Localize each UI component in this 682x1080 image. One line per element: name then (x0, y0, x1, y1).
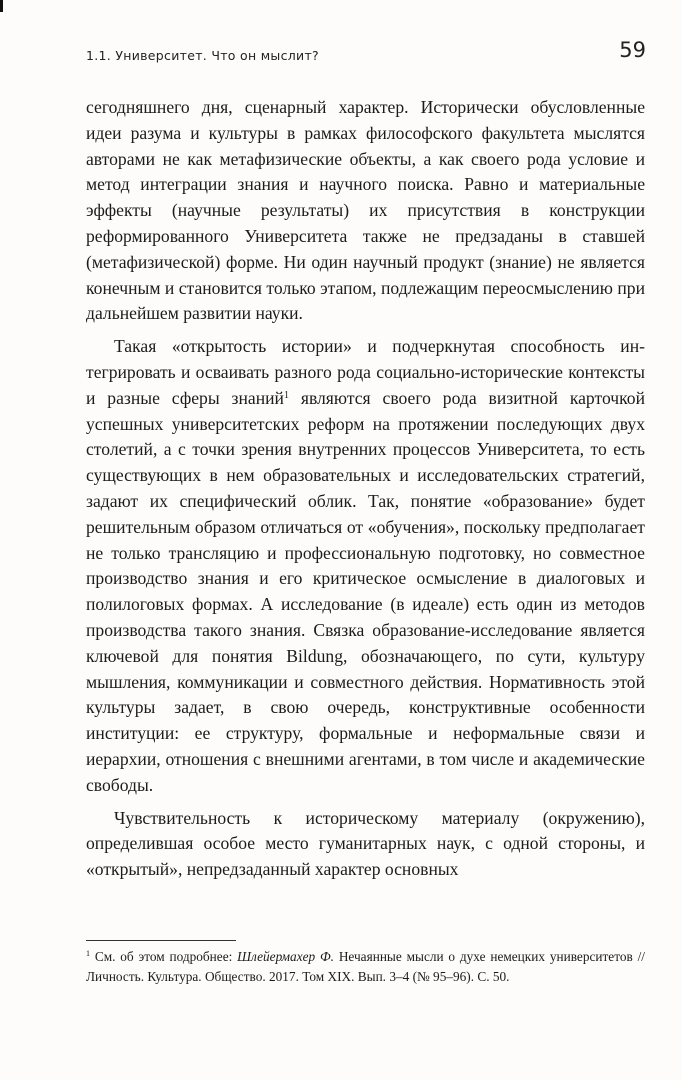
footnote-author: Шлейермахер Ф. (237, 949, 334, 964)
running-head-title: 1.1. Университет. Что он мыслит? (86, 48, 319, 63)
body-text (86, 95, 645, 890)
paragraph-text: Такая «открытость истории» и подчеркнутая способность интегрировать и осваивать разного рода социально-исторические контексты и разные сферы знаний (86, 336, 645, 408)
footnote-separator (86, 940, 236, 941)
footnote-text: См. об этом подробнее: (90, 949, 238, 964)
crop-mark (0, 0, 3, 12)
footnote-reference: 1 (283, 389, 289, 401)
running-head (86, 34, 646, 74)
footnote-number: 1 (86, 949, 90, 958)
paragraph: Чувствительность к историческому материалу (окружению), определившая особое место гуманитарных наук, с одной стороны, и «открытый», непредзаданный характер основных (86, 807, 645, 880)
paragraph: сегодняшнего дня, сценарный характер. Исторически обусловленные идеи разума и культуры в рамках философского факультета мыслятся авторами не как метафизические объекты, а как своего рода условие и метод интеграции знания и научного поиска. Равно и материальные эффекты (научные результаты) их присутствия в конструкции реформированного Университета также не предзаданы в ставшей (метафизической) форме. Ни один научный продукт (знание) не является конечным и становится только этапом, подлежащим переосмыслению при дальнейшем развитии науки. (86, 97, 645, 324)
footnote-text: Нечаянные мысли о духе немецких университетов // Личность. Культура. Общество. 2017. Том XIX. Вып. 3–4 (№ 95–96). С. 50. (86, 949, 645, 984)
page-number: 59 (619, 38, 646, 62)
footnote (86, 947, 645, 986)
paragraph-text: являются своего рода визитной карточкой успешных университетских реформ на протяжении последующих двух столетий, а с точки зрения внутренних процессов Университета, то есть существующих в нем образовательных и исследовательских стратегий, задают их специфический облик. Так, понятие «образование» будет решительным образом отличаться от «обучения», поскольку предполагает не только трансляцию и профессиональную подготовку, но совместное производство знания и его критическое осмысление в диалоговых и полилоговых формах. А исследование (в идеале) есть один из методов производства такого знания. Связка образование-исследование является ключевой для понятия Bildung, обозначающего, по сути, культуру мышления, коммуникации и совместного действия. Нормативность этой культуры задает, в свою очередь, конструктивные особенности институции: ее структуру, формальные и неформальные связи и иерархии, отношения с внешними агентами, в том числе и академические свободы. (86, 387, 645, 795)
paragraph (86, 334, 645, 798)
